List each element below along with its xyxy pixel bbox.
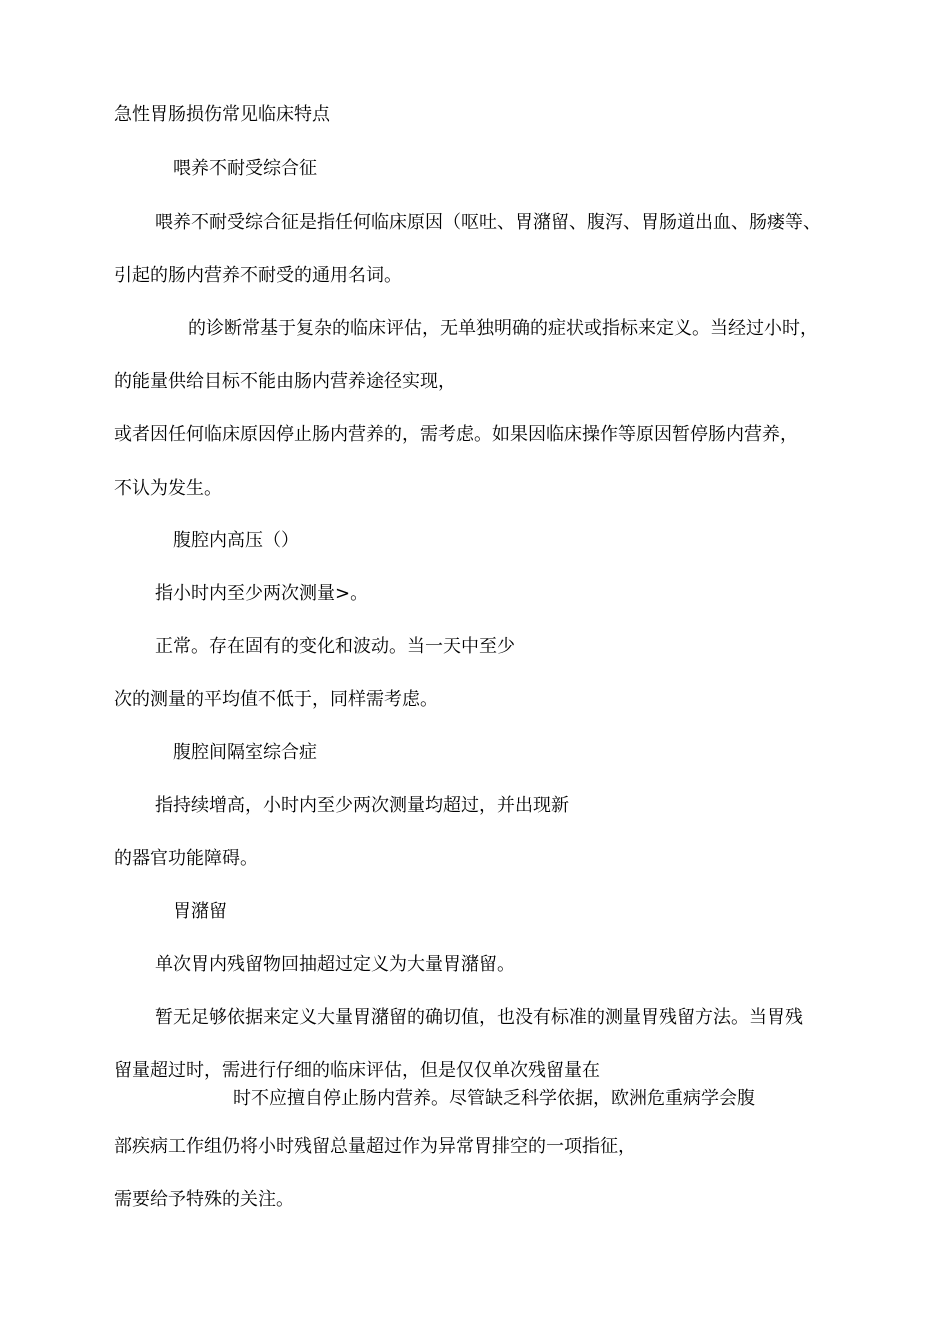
paragraph-line: 喂养不耐受综合征是指任何临床原因（呕吐、胃潴留、腹泻、胃肠道出血、肠瘘等、	[155, 212, 821, 233]
paragraph-line: 的能量供给目标不能由肠内营养途径实现，	[114, 371, 456, 392]
paragraph-line: 时不应擅自停止肠内营养。尽管缺乏科学依据，欧洲危重病学会腹	[233, 1088, 755, 1109]
document-title: 急性胃肠损伤常见临床特点	[114, 104, 330, 125]
paragraph-line: 的诊断常基于复杂的临床评估，无单独明确的症状或指标来定义。当经过小时，	[188, 318, 818, 339]
paragraph-line: 或者因任何临床原因停止肠内营养的，需考虑。如果因临床操作等原因暂停肠内营养，	[114, 424, 798, 445]
paragraph-line: 不认为发生。	[114, 478, 222, 499]
paragraph-line: 指持续增高，小时内至少两次测量均超过，并出现新	[155, 795, 569, 816]
paragraph-line: 正常。存在固有的变化和波动。当一天中至少	[155, 636, 515, 657]
paragraph-line: 引起的肠内营养不耐受的通用名词。	[114, 265, 402, 286]
section-heading-intra-abdominal-hypertension: 腹腔内高压（）	[173, 530, 299, 551]
section-heading-gastric-retention: 胃潴留	[173, 901, 227, 922]
paragraph-line: 暂无足够依据来定义大量胃潴留的确切值，也没有标准的测量胃残留方法。当胃残	[155, 1007, 803, 1028]
section-heading-feeding-intolerance: 喂养不耐受综合征	[173, 158, 317, 179]
paragraph-line: 部疾病工作组仍将小时残留总量超过作为异常胃排空的一项指征，	[114, 1136, 636, 1157]
paragraph-line: 单次胃内残留物回抽超过定义为大量胃潴留。	[155, 954, 515, 975]
paragraph-line: 的器官功能障碍。	[114, 848, 258, 869]
paragraph-line: 次的测量的平均值不低于，同样需考虑。	[114, 689, 438, 710]
paragraph-line: 指小时内至少两次测量>。	[155, 583, 369, 604]
paragraph-line: 需要给予特殊的关注。	[114, 1189, 294, 1210]
section-heading-abdominal-compartment-syndrome: 腹腔间隔室综合症	[173, 742, 317, 763]
paragraph-line: 留量超过时，需进行仔细的临床评估，但是仅仅单次残留量在	[114, 1060, 600, 1081]
